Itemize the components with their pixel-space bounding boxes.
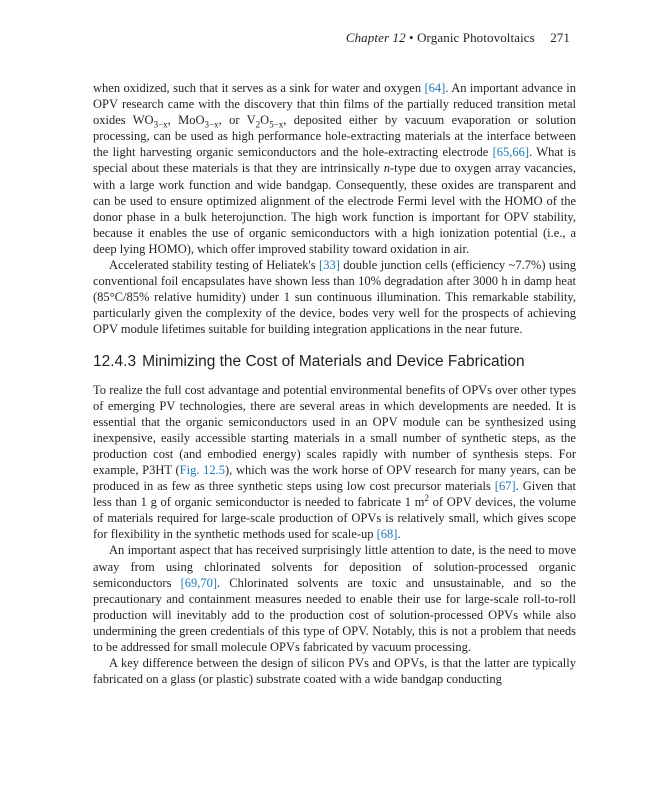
subscript: 5−x: [269, 119, 284, 130]
text-run: double junction cells (efficiency ~7.7%) using conventional foil encapsulates have shown less than 10% degradation after 3000 h in damp heat (85°C/85% relative humidity) under 1 sun continuous illumination. This remarkable stability, particularly given the complexity of the device, bodes very well for the prospects of achieving OPV module lifetimes suitable for building integration applications in the near future.: [93, 258, 576, 337]
text-run: when oxidized, such that it serves as a sink for water and oxygen: [93, 81, 425, 95]
paragraph-cost: [93, 382, 576, 543]
figure-link[interactable]: Fig. 12.5: [179, 462, 225, 477]
text-run: , deposited either by vacuum evaporation or solution processing, can be used as high performance hole-extracting materials at the interface between the light harvesting organic semiconductors and the hole-extracting electrode: [93, 113, 576, 160]
text-run: An important aspect that has received surprisingly little attention to date, is the need to move away from using chlorinated solvents for deposition of solution-processed organic semiconductors: [93, 543, 576, 590]
citation-link[interactable]: [67]: [494, 479, 516, 494]
citation-link[interactable]: [65,66]: [492, 145, 530, 160]
subscript: 3−x: [204, 119, 219, 130]
text-run: ), which was the work horse of OPV research for many years, can be produced in as few as three synthetic steps using low cost precursor materials: [93, 462, 576, 494]
text-run: of OPV devices, the volume of materials required for large-scale production of OPVs is relatively small, which gives scope for flexibility in the synthetic methods used for scale-up: [93, 495, 576, 542]
section-title: Minimizing the Cost of Materials and Device Fabrication: [142, 352, 525, 370]
section-number: 12.4.3: [93, 352, 137, 370]
text-run: Accelerated stability testing of Heliatek's: [109, 258, 320, 273]
chapter-label: Chapter 12: [345, 30, 406, 45]
page-number: 271: [550, 30, 570, 45]
superscript: 2: [424, 493, 429, 503]
text-run: , MoO: [167, 113, 205, 128]
header-bullet: •: [409, 30, 414, 45]
citation-link[interactable]: [69,70]: [180, 575, 218, 590]
text-run: . Given that less than 1 g of organic semiconductor is needed to fabricate 1 m: [93, 479, 577, 510]
subscript: 2: [255, 119, 261, 130]
paragraph-oxides: [93, 80, 576, 257]
text-run: O: [260, 113, 270, 128]
subscript: 3−x: [153, 119, 168, 130]
text-run: .: [397, 527, 401, 542]
text-run: To realize the full cost advantage and potential environmental benefits of OPVs over other types of emerging PV technologies, there are several areas in which developments are needed. It is essential that the organic semiconductors used in an OPV module can be synthesized using inexpensive, easily accessible starting materials in a small number of synthetic steps, as the production cost (and embodied energy) scales rapidly with number of synthesis steps. For example, P3HT (: [93, 382, 576, 477]
text-run: . What is special about these materials is that they are intrinsically: [93, 145, 577, 176]
citation-link[interactable]: [68]: [376, 527, 398, 542]
paragraph-stability: [93, 257, 576, 337]
body-text: [93, 80, 576, 687]
citation-link[interactable]: [64]: [424, 81, 446, 95]
chapter-title: Organic Photovoltaics: [417, 30, 535, 45]
citation-link[interactable]: [33]: [319, 258, 340, 273]
text-run: A key difference between the design of silicon PVs and OPVs, is that the latter are typically fabricated on a glass (or plastic) substrate coated with a wide bandgap conducting: [93, 656, 576, 687]
italic-symbol: n: [383, 161, 390, 176]
text-run: . An important advance in OPV research came with the discovery that thin films of the partially reduced transition metal oxides WO: [93, 81, 577, 128]
text-run: -type due to oxygen array vacancies, with a large work function and wide bandgap. Consequently, these oxides are transparent and can be used to ensure optimized alignment of the electrode Fermi level with the HOMO of the donor phase in a bulk heterojunction. The high work function is important for OPV stability, because it enables the use of organic semiconductors with a high ionization potential (i.e., a deep lying HOMO), which offer improved stability toward oxidation in air.: [93, 161, 576, 256]
paragraph-solvents: [93, 542, 576, 655]
section-heading: [93, 352, 576, 372]
paragraph-design: [93, 655, 576, 687]
text-run: , or V: [218, 113, 256, 128]
running-header: [346, 30, 570, 46]
text-run: . Chlorinated solvents are toxic and unsustainable, and so the precautionary and containment measures needed to enable their use for large-scale roll-to-roll production will inevitably add to the production cost of solution-processed OPVs while also undermining the green credentials of this type of OPV. Notably, this is not a problem that needs to be addressed for small molecule OPVs fabricated by vacuum processing.: [93, 575, 576, 654]
